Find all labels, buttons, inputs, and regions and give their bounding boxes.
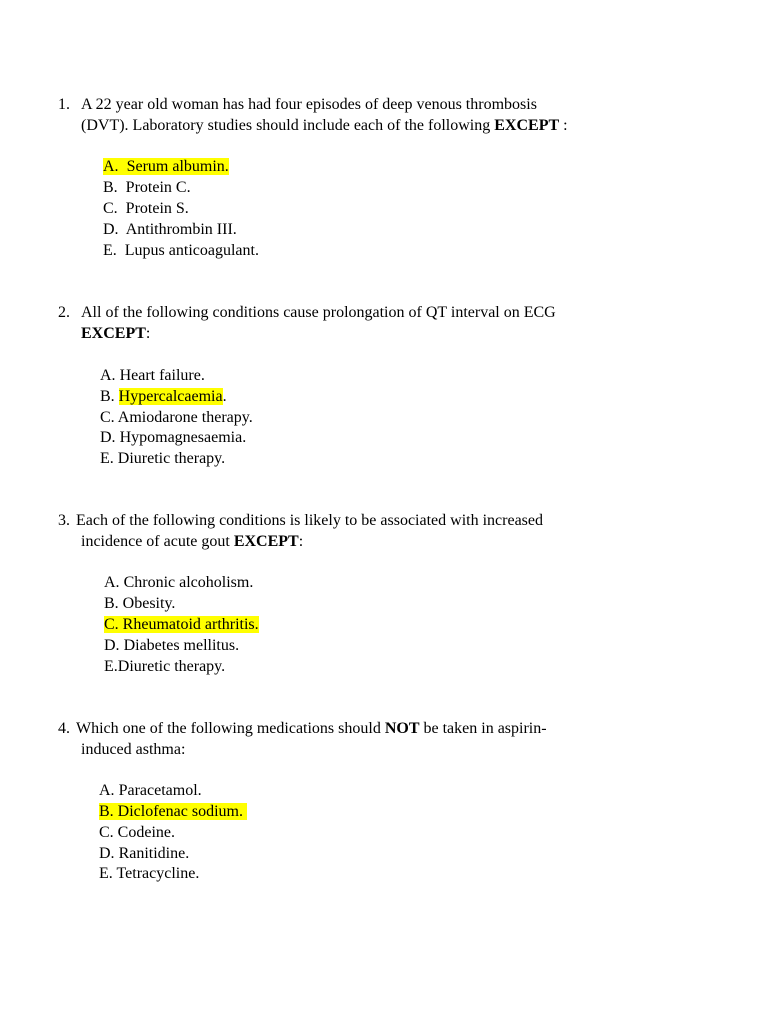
question-1-option-d: D. Antithrombin III. bbox=[103, 221, 237, 238]
question-1-option-a bbox=[103, 157, 229, 177]
question-4-option-b bbox=[99, 802, 247, 822]
question-1-option-c: C. Protein S. bbox=[103, 200, 189, 217]
except-emphasis: EXCEPT bbox=[81, 325, 146, 342]
question-4-stem-line1: Which one of the following medications should NOT be taken in aspirin- bbox=[76, 720, 547, 737]
question-4-option-d: D. Ranitidine. bbox=[99, 845, 190, 862]
question-1-option-e: E. Lupus anticoagulant. bbox=[103, 242, 259, 259]
question-3-option-c bbox=[104, 615, 259, 635]
question-2-option-a: A. Heart failure. bbox=[100, 367, 205, 384]
question-1-number: 1. bbox=[58, 96, 70, 113]
except-emphasis: EXCEPT bbox=[233, 533, 299, 550]
question-1-stem-line2: (DVT). Laboratory studies should include each of the following EXCEPT : bbox=[81, 117, 568, 134]
question-3-option-e: E.Diuretic therapy. bbox=[104, 658, 226, 675]
question-4-stem-line2: induced asthma: bbox=[81, 741, 186, 758]
question-1-option-b: B. Protein C. bbox=[103, 179, 191, 196]
question-3-number: 3. bbox=[58, 512, 70, 529]
question-1-stem-line1: A 22 year old woman has had four episodes of deep venous thrombosis bbox=[81, 96, 537, 113]
question-2-stem-line2: EXCEPT: bbox=[81, 325, 151, 342]
question-3-option-a: A. Chronic alcoholism. bbox=[104, 574, 254, 591]
question-3-option-b: B. Obesity. bbox=[104, 595, 176, 612]
highlighted-answer: B. Diclofenac sodium. bbox=[99, 803, 247, 820]
except-emphasis: EXCEPT bbox=[494, 117, 560, 134]
question-4-number: 4. bbox=[58, 720, 70, 737]
question-2-option-e: E. Diuretic therapy. bbox=[100, 450, 226, 467]
highlighted-answer: A. Serum albumin. bbox=[103, 158, 229, 175]
question-2-stem-line1: All of the following conditions cause prolongation of QT interval on ECG bbox=[81, 304, 556, 321]
question-4-option-e: E. Tetracycline. bbox=[99, 865, 200, 882]
question-3-stem-line2: incidence of acute gout EXCEPT: bbox=[81, 533, 304, 550]
question-4-option-c: C. Codeine. bbox=[99, 824, 175, 841]
highlighted-answer: Hypercalcaemia bbox=[118, 388, 223, 405]
question-2-option-d: D. Hypomagnesaemia. bbox=[100, 429, 247, 446]
question-3-option-d: D. Diabetes mellitus. bbox=[104, 637, 240, 654]
question-2-option-b: B. Hypercalcaemia. bbox=[100, 388, 227, 405]
highlighted-answer: C. Rheumatoid arthritis. bbox=[104, 616, 259, 633]
not-emphasis: NOT bbox=[384, 720, 420, 737]
question-2-option-c: C. Amiodarone therapy. bbox=[100, 409, 253, 426]
question-4-option-a: A. Paracetamol. bbox=[99, 782, 202, 799]
question-2-number: 2. bbox=[58, 304, 70, 321]
question-3-stem-line1: Each of the following conditions is likely to be associated with increased bbox=[76, 512, 543, 529]
